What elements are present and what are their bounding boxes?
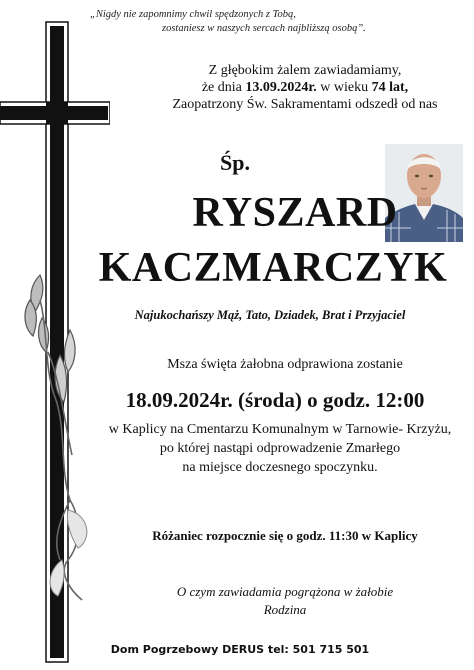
mass-datetime: 18.09.2024r. (środa) o godz. 12:00 <box>125 388 425 412</box>
announcement-line-3: Zaopatrzony Św. Sakramentami odszedł od nas <box>172 97 438 112</box>
quote-line-2: zostaniesz w naszych sercach najbliższą osobą”. <box>162 23 366 34</box>
place-line-2: po której nastąpi odprowadzenie Zmarłego <box>159 441 401 456</box>
family-notice-line-1: O czym zawiadamia pogrążona w żałobie <box>176 584 394 599</box>
cross-with-lily-icon <box>0 0 110 670</box>
place-line-3: na miejsce doczesnego spoczynku. <box>182 460 378 475</box>
announcement <box>150 62 460 113</box>
family-notice <box>110 583 460 619</box>
quote <box>90 8 460 36</box>
deceased-first-name: RYSZARD <box>192 190 398 236</box>
announcement-line-2 <box>150 79 460 96</box>
death-date: 13.09.2024r. <box>245 80 317 95</box>
mass-intro: Msza święta żałobna odprawiona zostanie <box>167 357 403 372</box>
deceased-roles: Najukochańszy Mąż, Tato, Dziadek, Brat i Przyjaciel <box>134 308 406 322</box>
quote-line-1: „Nigdy nie zapomnimy chwil spędzonych z Tobą, <box>90 9 296 20</box>
rosary-info: Różaniec rozpocznie się o godz. 11:30 w Kaplicy <box>152 528 418 543</box>
age: 74 lat, <box>371 80 409 95</box>
deceased-prefix: Śp. <box>220 150 250 175</box>
announcement-text: że dnia <box>201 80 246 95</box>
funeral-place <box>100 420 460 477</box>
funeral-home-contact: Dom Pogrzebowy DERUS tel: 501 715 501 <box>110 643 370 656</box>
place-line-1: w Kaplicy na Cmentarzu Komunalnym w Tarnowie- Krzyżu, <box>108 422 452 437</box>
announcement-text: w wieku <box>316 80 372 95</box>
deceased-last-name: KACZMARCZYK <box>98 245 448 291</box>
family-notice-line-2: Rodzina <box>263 602 307 617</box>
announcement-line-1: Z głębokim żalem zawiadamiamy, <box>208 63 402 78</box>
